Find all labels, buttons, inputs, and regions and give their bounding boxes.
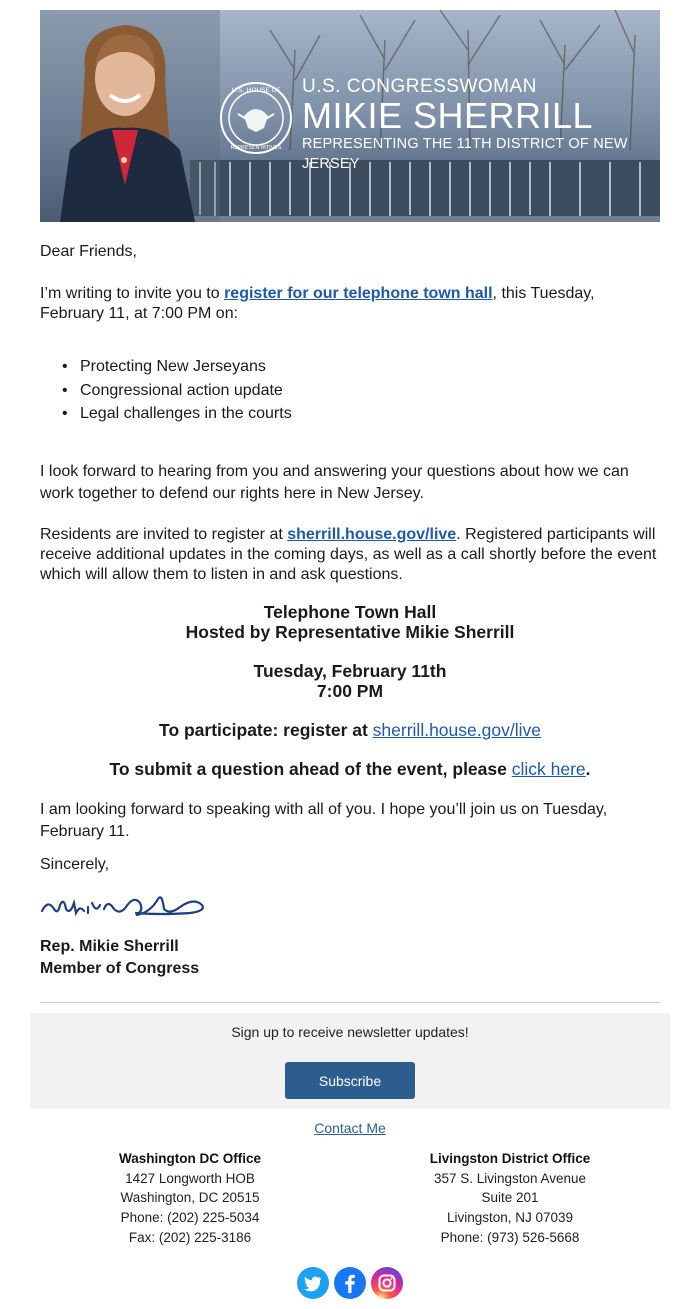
signer-name: Rep. Mikie Sherrill	[40, 938, 179, 955]
register-site-link[interactable]: sherrill.house.gov/live	[287, 526, 457, 543]
district-office-address-2: Suite 201	[481, 1190, 539, 1206]
participate-line	[40, 720, 660, 740]
intro-paragraph	[40, 284, 660, 324]
dc-office-phone: Phone: (202) 225-5034	[120, 1210, 260, 1226]
list-item: • Legal challenges in the courts	[40, 404, 292, 428]
banner-title	[302, 76, 660, 174]
question-text-end: .	[585, 759, 591, 779]
signup-text: Sign up to receive newsletter updates!	[231, 1024, 469, 1040]
list-item: • Congressional action update	[40, 381, 292, 405]
header-banner	[40, 10, 660, 222]
topics-list	[40, 357, 292, 428]
banner-title-subtitle: REPRESENTING THE 11TH DISTRICT OF NEW JERSEY	[302, 136, 628, 172]
question-line	[40, 759, 660, 779]
participate-text: To participate: register at	[159, 720, 373, 740]
sincerely: Sincerely,	[40, 856, 110, 873]
subscribe-button[interactable]: Subscribe	[285, 1062, 415, 1099]
intro-text-before: I’m writing to invite you to	[40, 285, 225, 302]
divider	[40, 1002, 660, 1003]
register-text-after: . Registered participants will receive additional updates in the coming days, as well as a call shortly before the event which will allow them to listen in and ask questions.	[40, 526, 657, 583]
instagram-icon[interactable]	[370, 1266, 404, 1300]
banner-title-name: MIKIE SHERRILL	[302, 95, 594, 136]
district-office-name: Livingston District Office	[429, 1151, 591, 1166]
greeting: Dear Friends,	[40, 243, 137, 260]
list-item: • Protecting New Jerseyans	[40, 357, 292, 381]
intro-text-after: , this Tuesday, February 11, at 7:00 PM on:	[40, 285, 595, 322]
dc-office-address-1: 1427 Longworth HOB	[125, 1170, 255, 1186]
newsletter-signup	[30, 1013, 670, 1109]
dc-office-fax: Fax: (202) 225-3186	[128, 1229, 252, 1245]
register-town-hall-link[interactable]: register for our telephone town hall	[224, 285, 493, 302]
portrait-photo	[40, 10, 220, 222]
banner-title-small: U.S. CONGRESSWOMAN	[302, 76, 537, 97]
click-here-link[interactable]: click here	[511, 759, 586, 779]
svg-text:REPRESENTATIVES: REPRESENTATIVES	[230, 145, 282, 151]
signer-role: Member of Congress	[40, 960, 200, 977]
participate-link[interactable]: sherrill.house.gov/live	[372, 720, 541, 740]
svg-text:U.S. HOUSE OF: U.S. HOUSE OF	[231, 86, 281, 94]
register-text-before: Residents are invited to register at	[40, 526, 288, 543]
hearing-paragraph: I look forward to hearing from you and answering your questions about how we can work together to defend our rights here in New Jersey.	[40, 463, 629, 502]
twitter-icon[interactable]	[296, 1266, 330, 1300]
register-paragraph	[40, 525, 660, 585]
event-title: Telephone Town Hall	[263, 602, 437, 622]
facebook-icon[interactable]	[333, 1266, 367, 1300]
question-text: To submit a question ahead of the event, please	[109, 759, 512, 779]
event-host: Hosted by Representative Mikie Sherrill	[185, 622, 515, 642]
contact-me-link[interactable]: Contact Me	[314, 1120, 386, 1136]
dc-office-name: Washington DC Office	[119, 1151, 261, 1166]
event-date: Tuesday, February 11th	[253, 661, 447, 681]
closing-paragraph: I am looking forward to speaking with all of you. I hope you’ll join us on Tuesday, February 11.	[40, 801, 608, 840]
district-office	[400, 1149, 620, 1248]
district-office-phone: Phone: (973) 526-5668	[440, 1229, 580, 1245]
event-time: 7:00 PM	[316, 681, 384, 701]
dc-office-address-2: Washington, DC 20515	[120, 1190, 260, 1206]
contact-section	[0, 1120, 700, 1136]
house-seal-logo	[218, 80, 294, 156]
district-office-address-3: Livingston, NJ 07039	[446, 1210, 574, 1226]
signature-image	[40, 885, 210, 925]
dc-office	[80, 1149, 300, 1248]
district-office-address-1: 357 S. Livingston Avenue	[433, 1170, 587, 1186]
